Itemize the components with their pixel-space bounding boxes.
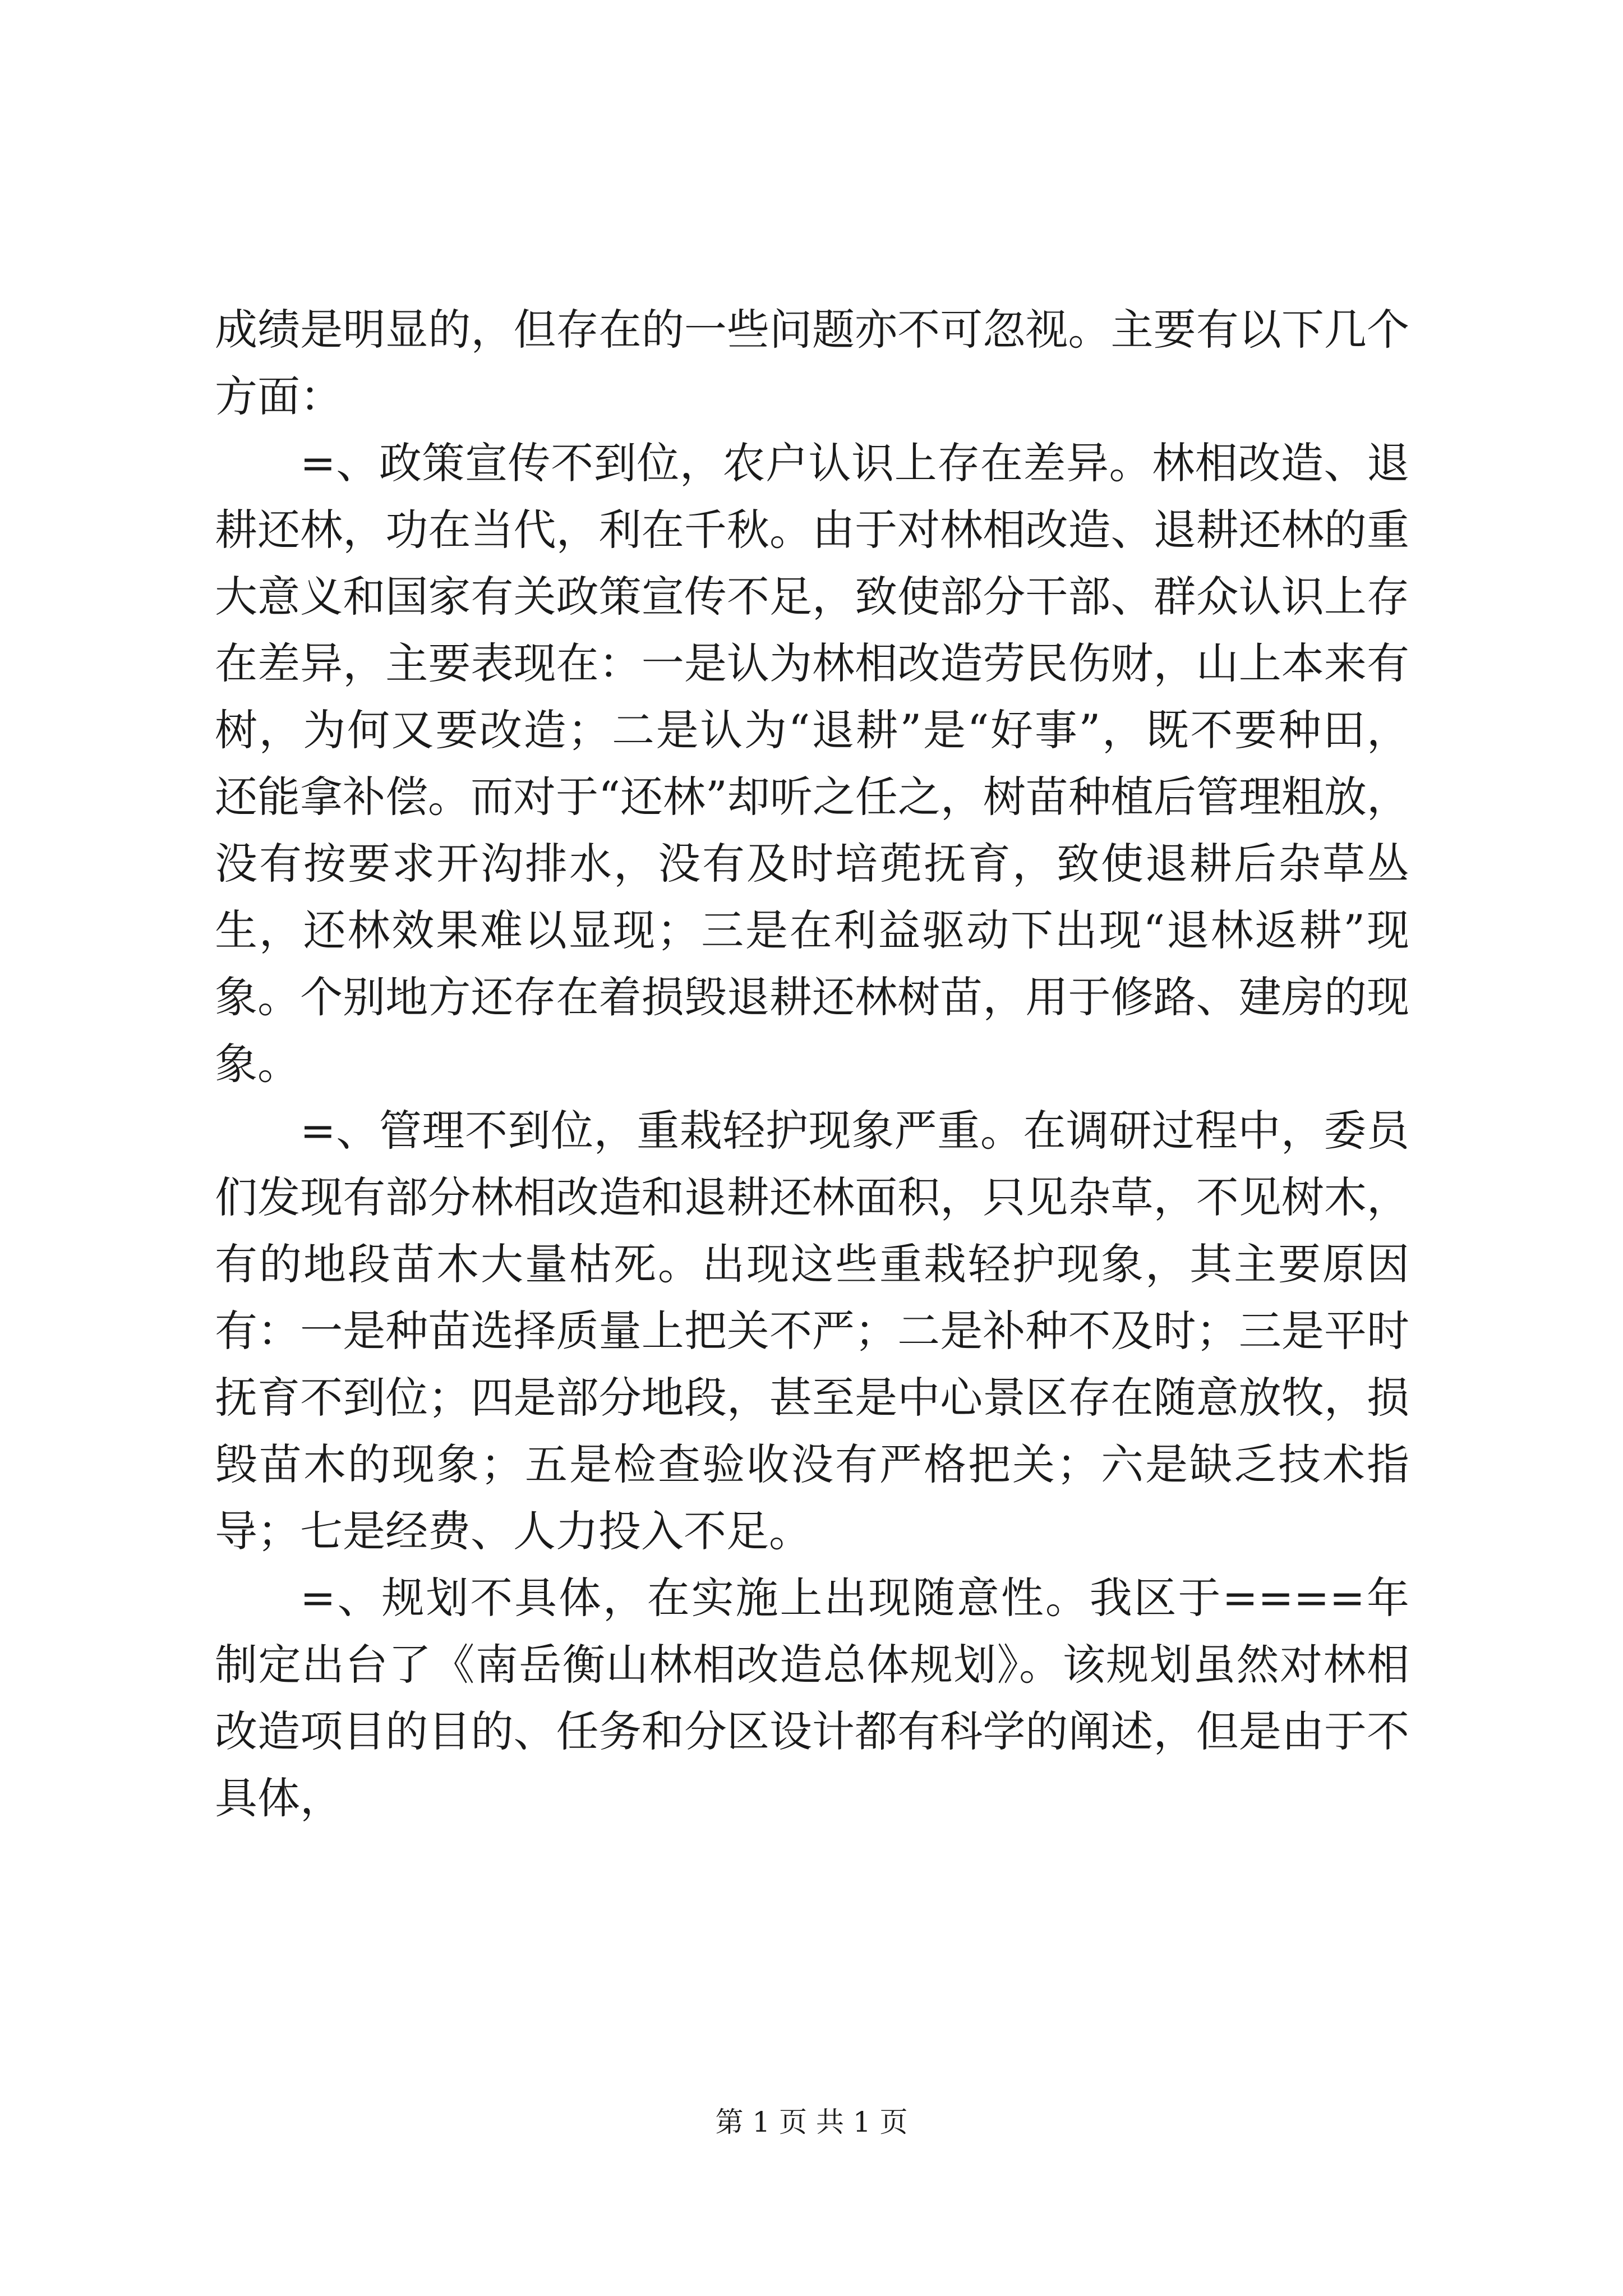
paragraph-intro: 成绩是明显的，但存在的一些问题亦不可忽视。主要有以下几个方面： (215, 305, 1409, 421)
document-body (215, 296, 1409, 1832)
paragraph-policy-publicity: =、政策宣传不到位，农户认识上存在差异。林相改造、退耕还林，功在当代，利在千秋。由于对林相改造、退耕还林的重大意义和国家有关政策宣传不足，致使部分干部、群众认识上存在差异，主要表现在：一是认为林相改造劳民伤财，山上本来有树，为何又要改造；二是认为“退耕”是“好事”，既不要种田，还能拿补偿。而对于“还林”却听之任之，树苗种植后管理粗放，没有按要求开沟排水，没有及时培蔸抚育，致使退耕后杂草丛生，还林效果难以显现；三是在利益驱动下出现“退林返耕”现象。个别地方还存在着损毁退耕还林树苗，用于修路、建房的现象。 (215, 438, 1409, 1089)
page-footer: 第 1 页 共 1 页 (715, 2106, 908, 2138)
paragraph-management: =、管理不到位，重栽轻护现象严重。在调研过程中，委员们发现有部分林相改造和退耕还林面积，只见杂草，不见树木，有的地段苗木大量枯死。出现这些重栽轻护现象，其主要原因有：一是种苗选择质量上把关不严；二是补种不及时；三是平时抚育不到位；四是部分地段，甚至是中心景区存在随意放牧，损毁苗木的现象；五是检查验收没有严格把关；六是缺乏技术指导；七是经费、人力投入不足。 (215, 1106, 1409, 1556)
paragraph-planning: =、规划不具体，在实施上出现随意性。我区于====年制定出台了《南岳衡山林相改造总体规划》。该规划虽然对林相改造项目的目的、任务和分区设计都有科学的阐述，但是由于不具体， (215, 1573, 1409, 1823)
